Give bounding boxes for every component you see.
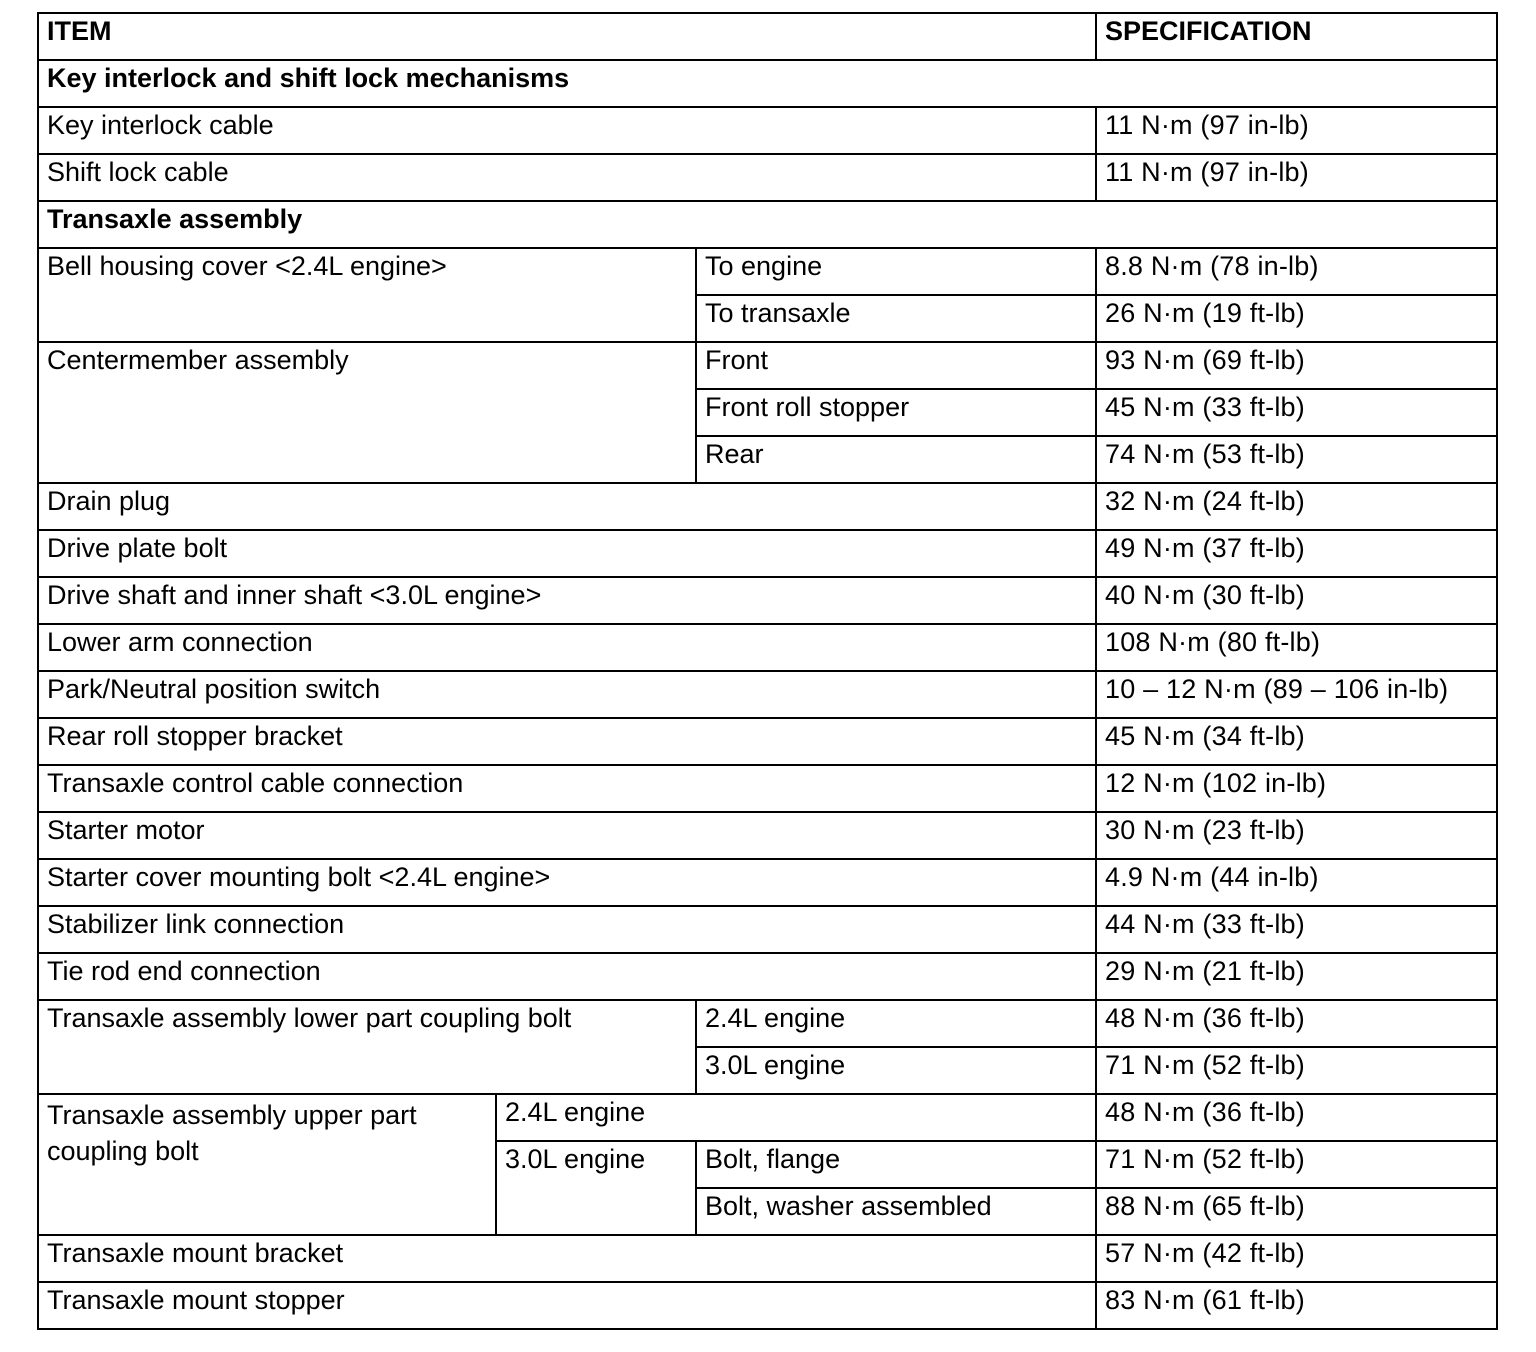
section-heading-transaxle: Transaxle assembly (38, 201, 1497, 248)
sub-item-cell: 2.4L engine (496, 1094, 1096, 1141)
sub-item-cell: Rear (696, 436, 1096, 483)
item-cell: Drain plug (38, 483, 1096, 530)
table-row (38, 530, 1497, 577)
spec-cell: 11 N·m (97 in-lb) (1096, 107, 1497, 154)
table-row (38, 1235, 1497, 1282)
item-cell: Tie rod end connection (38, 953, 1096, 1000)
table-row (38, 107, 1497, 154)
table-row (38, 765, 1497, 812)
table-row (38, 154, 1497, 201)
item-cell: Starter motor (38, 812, 1096, 859)
spec-cell: 108 N·m (80 ft-lb) (1096, 624, 1497, 671)
spec-cell: 83 N·m (61 ft-lb) (1096, 1282, 1497, 1329)
spec-cell: 4.9 N·m (44 in-lb) (1096, 859, 1497, 906)
sub-item-cell: 3.0L engine (696, 1047, 1096, 1094)
item-cell: Transaxle assembly lower part coupling bolt (38, 1000, 696, 1094)
item-cell: Centermember assembly (38, 342, 696, 483)
item-cell: Stabilizer link connection (38, 906, 1096, 953)
table-row (38, 859, 1497, 906)
specification-column-header: SPECIFICATION (1096, 13, 1497, 60)
table-row (38, 718, 1497, 765)
sub-item-cell: Bolt, washer assembled (696, 1188, 1096, 1235)
spec-cell: 26 N·m (19 ft-lb) (1096, 295, 1497, 342)
sub-item-cell: Front (696, 342, 1096, 389)
sub-item-cell: To transaxle (696, 295, 1096, 342)
item-cell: Drive plate bolt (38, 530, 1096, 577)
spec-cell: 45 N·m (33 ft-lb) (1096, 389, 1497, 436)
sub-item-cell: 2.4L engine (696, 1000, 1096, 1047)
item-cell: Transaxle assembly upper part coupling bolt (38, 1094, 496, 1235)
item-cell: Shift lock cable (38, 154, 1096, 201)
item-cell: Transaxle mount stopper (38, 1282, 1096, 1329)
section-row (38, 60, 1497, 107)
item-cell: Drive shaft and inner shaft <3.0L engine> (38, 577, 1096, 624)
sub-item-cell: To engine (696, 248, 1096, 295)
spec-cell: 40 N·m (30 ft-lb) (1096, 577, 1497, 624)
sub-item-cell: 3.0L engine (496, 1141, 696, 1235)
spec-cell: 74 N·m (53 ft-lb) (1096, 436, 1497, 483)
spec-cell: 30 N·m (23 ft-lb) (1096, 812, 1497, 859)
table-row (38, 1282, 1497, 1329)
item-cell: Lower arm connection (38, 624, 1096, 671)
item-cell: Starter cover mounting bolt <2.4L engine> (38, 859, 1096, 906)
header-row (38, 13, 1497, 60)
spec-cell: 32 N·m (24 ft-lb) (1096, 483, 1497, 530)
table-row (38, 1000, 1497, 1047)
table-row (38, 671, 1497, 718)
table-row (38, 577, 1497, 624)
spec-cell: 11 N·m (97 in-lb) (1096, 154, 1497, 201)
item-cell: Transaxle mount bracket (38, 1235, 1096, 1282)
spec-cell: 88 N·m (65 ft-lb) (1096, 1188, 1497, 1235)
spec-cell: 12 N·m (102 in-lb) (1096, 765, 1497, 812)
spec-cell: 10 – 12 N·m (89 – 106 in-lb) (1096, 671, 1497, 718)
spec-cell: 48 N·m (36 ft-lb) (1096, 1000, 1497, 1047)
spec-cell: 57 N·m (42 ft-lb) (1096, 1235, 1497, 1282)
sub-item-cell: Bolt, flange (696, 1141, 1096, 1188)
table-row (38, 812, 1497, 859)
table-row (38, 248, 1497, 295)
section-heading-key-interlock: Key interlock and shift lock mechanisms (38, 60, 1497, 107)
torque-specification-table (37, 12, 1498, 1330)
spec-cell: 44 N·m (33 ft-lb) (1096, 906, 1497, 953)
sub-item-cell: Front roll stopper (696, 389, 1096, 436)
item-cell: Transaxle control cable connection (38, 765, 1096, 812)
item-cell: Key interlock cable (38, 107, 1096, 154)
table-row (38, 1094, 1497, 1141)
table-row (38, 624, 1497, 671)
table-row (38, 906, 1497, 953)
spec-cell: 93 N·m (69 ft-lb) (1096, 342, 1497, 389)
spec-cell: 45 N·m (34 ft-lb) (1096, 718, 1497, 765)
item-cell: Park/Neutral position switch (38, 671, 1096, 718)
spec-cell: 8.8 N·m (78 in-lb) (1096, 248, 1497, 295)
spec-cell: 29 N·m (21 ft-lb) (1096, 953, 1497, 1000)
item-cell: Rear roll stopper bracket (38, 718, 1096, 765)
item-column-header: ITEM (38, 13, 1096, 60)
spec-cell: 48 N·m (36 ft-lb) (1096, 1094, 1497, 1141)
section-row (38, 201, 1497, 248)
item-cell: Bell housing cover <2.4L engine> (38, 248, 696, 342)
table-row (38, 342, 1497, 389)
spec-cell: 71 N·m (52 ft-lb) (1096, 1141, 1497, 1188)
table-row (38, 953, 1497, 1000)
spec-cell: 71 N·m (52 ft-lb) (1096, 1047, 1497, 1094)
spec-cell: 49 N·m (37 ft-lb) (1096, 530, 1497, 577)
table-row (38, 483, 1497, 530)
